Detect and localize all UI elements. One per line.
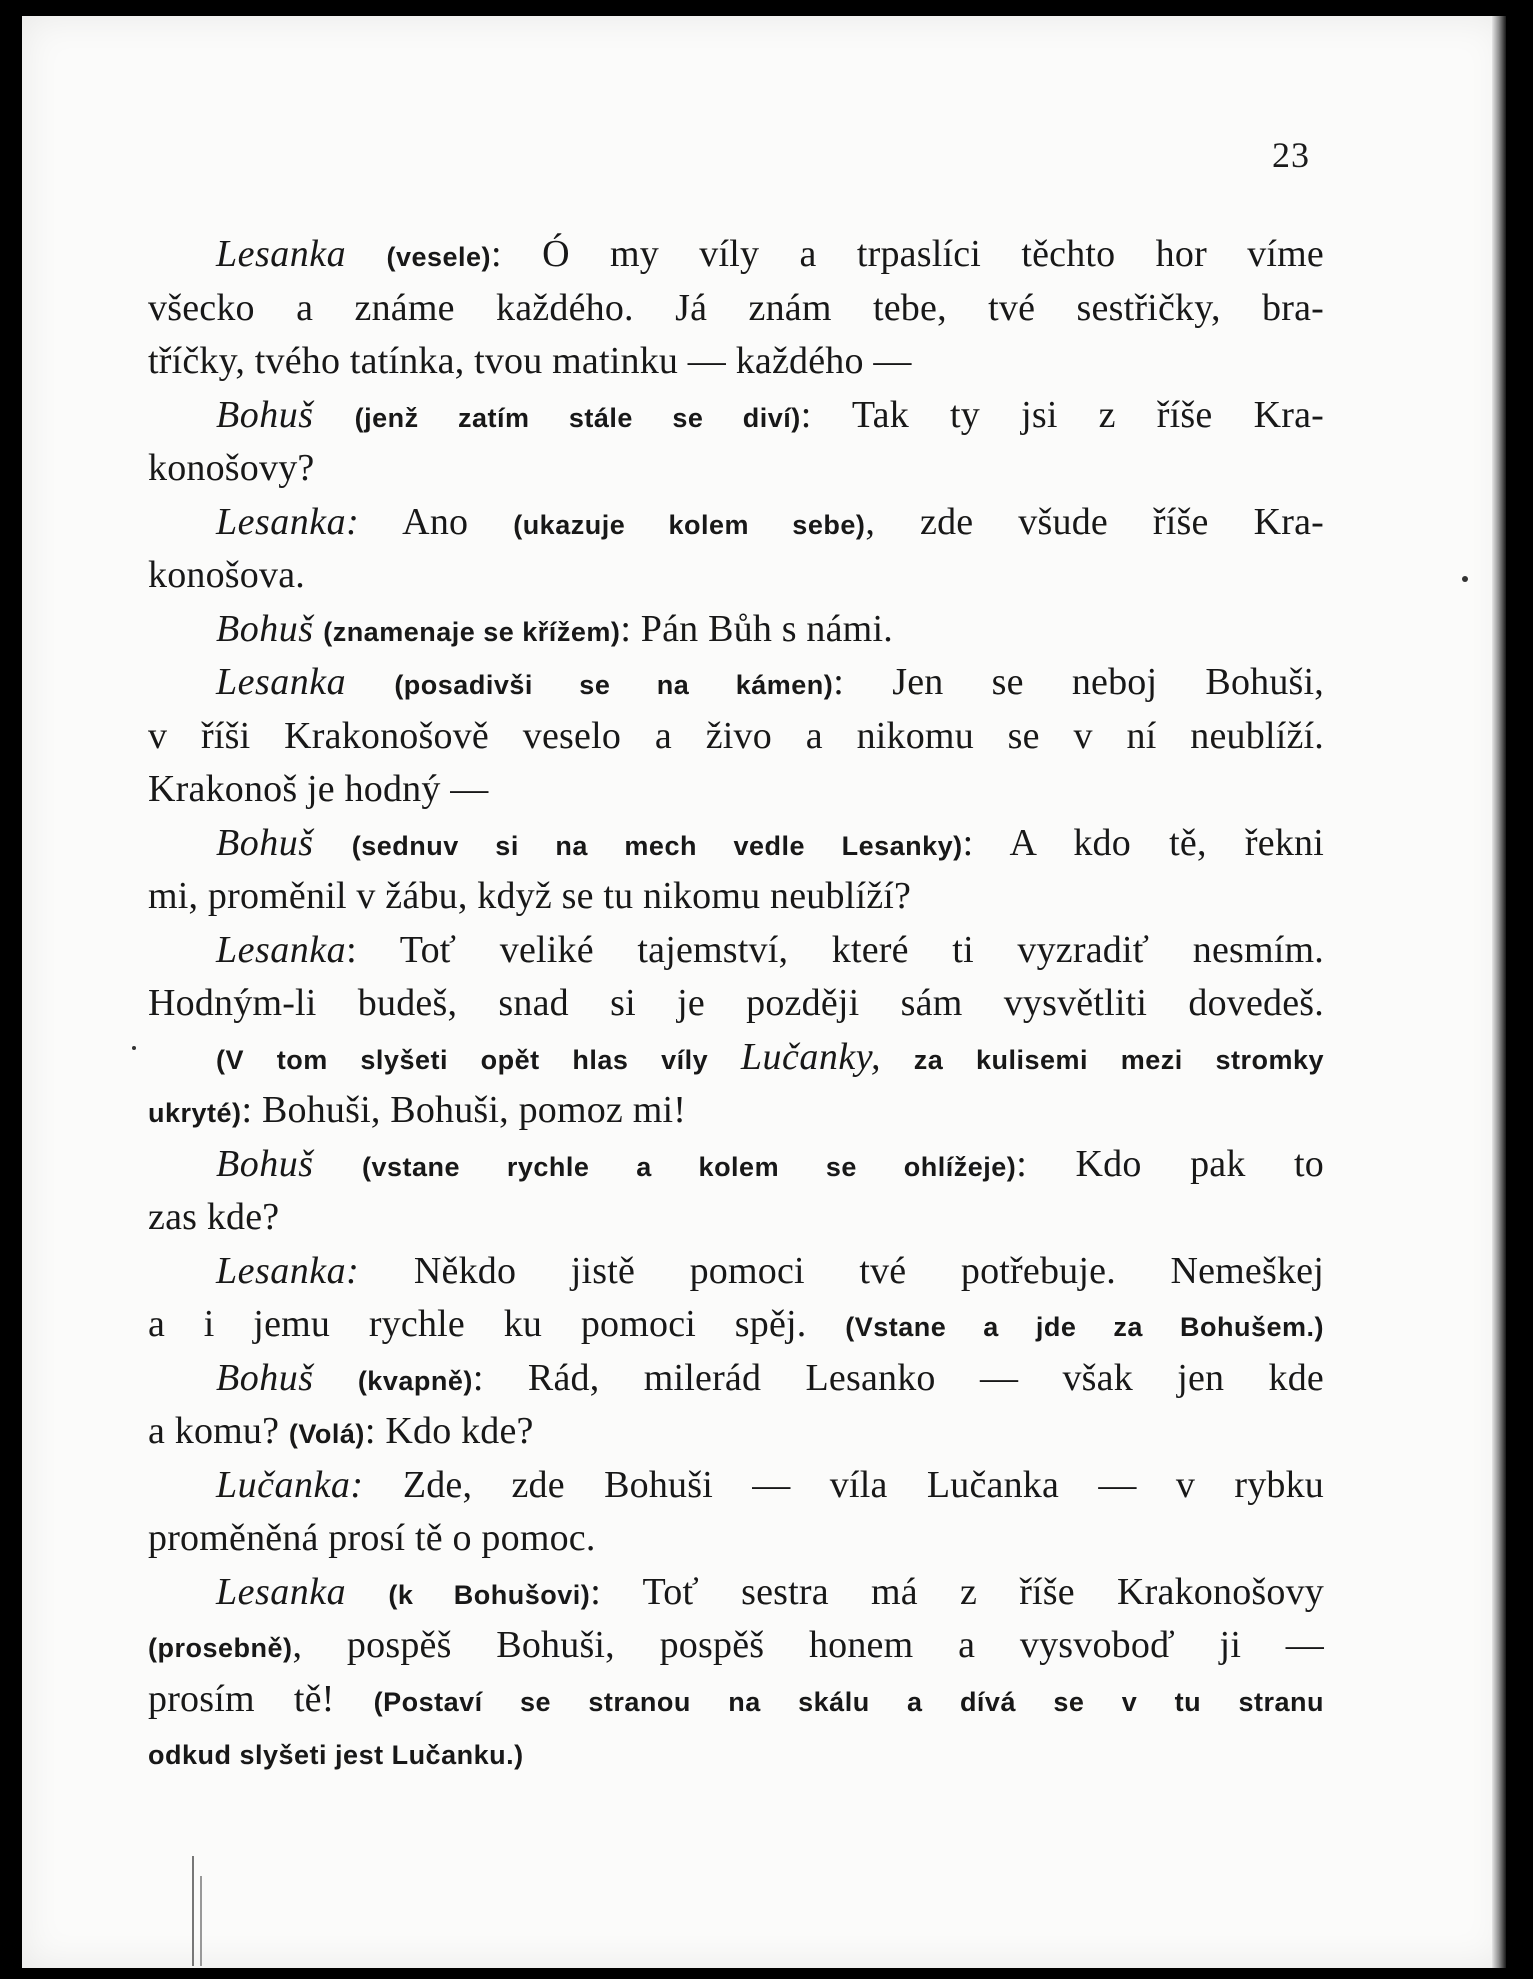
text-line — [148, 1031, 1324, 1085]
dialogue-text: konošova. — [148, 554, 305, 596]
text-line — [148, 549, 1324, 603]
dialogue-text: všecko a známe každého. Já znám tebe, tvé sestřičky, bra- — [148, 286, 1324, 329]
dialogue-text: : Pán Bůh s námi. — [620, 607, 893, 650]
text-line — [148, 817, 1324, 871]
dialogue-text: proměněná prosí tě o pomoc. — [148, 1517, 596, 1559]
stage-direction: (kvapně) — [357, 1365, 473, 1396]
text-line — [148, 977, 1324, 1031]
dialogue-text: tříčky, tvého tatínka, tvou matinku — každého — — [148, 340, 912, 382]
dialogue-text: Hodným-li budeš, snad si je později sám vysvětliti dovedeš. — [148, 982, 1324, 1024]
speaker-name: Bohuš — [216, 821, 314, 864]
scan-speck — [132, 1046, 136, 1050]
stage-direction: (prosebně) — [148, 1633, 293, 1663]
dialogue-text: : A kdo tě, řekni — [962, 821, 1325, 864]
dialogue-text: a komu? — [148, 1410, 289, 1452]
dialogue-text: : Ó my víly a trpaslíci těchto hor víme — [491, 233, 1324, 275]
dialogue-text: mi, proměnil v žábu, když se tu nikomu neublíží? — [148, 875, 912, 917]
speaker-name: Lesanka — [216, 661, 347, 703]
dialogue-text: : Tak ty jsi z říše Kra- — [800, 393, 1324, 436]
scan-line — [200, 1876, 202, 1966]
stage-direction: (znamenaje se křížem) — [323, 616, 621, 647]
text-line — [148, 1619, 1324, 1673]
dialogue-text: : Rád, milerád Lesanko — však jen kde — [472, 1356, 1325, 1399]
stage-direction: (sednuv si na mech vedle Lesanky) — [351, 830, 963, 861]
text-line — [148, 870, 1324, 924]
stage-direction: (Postaví se stranou na skálu a dívá se v tu stranu — [373, 1686, 1324, 1717]
scan-speck — [1462, 576, 1468, 582]
text-line — [148, 1726, 1324, 1780]
text-line — [148, 603, 1324, 657]
text-line — [148, 1673, 1324, 1727]
text-line — [148, 335, 1324, 389]
stage-direction: (posadivši se na kámen) — [394, 670, 834, 700]
text-line — [148, 228, 1324, 282]
dialogue-text: a i jemu rychle ku pomoci spěj. — [148, 1303, 846, 1345]
text-line — [148, 763, 1324, 817]
speaker-name: Lesanka — [216, 928, 347, 971]
text-line — [148, 1298, 1324, 1352]
stage-direction: (vesele) — [386, 242, 492, 272]
speaker-name: Lesanka — [216, 1570, 347, 1613]
dialogue-text: zas kde? — [148, 1196, 280, 1238]
dialogue-text: Ano — [359, 500, 514, 543]
dialogue-text: konošovy? — [148, 447, 315, 489]
stage-direction: (k Bohušovi) — [388, 1579, 591, 1610]
dialogue-text: v říši Krakonošově veselo a živo a nikomu se v ní neublíží. — [148, 714, 1324, 757]
speaker-name: Bohuš — [216, 393, 314, 436]
text-line — [148, 1459, 1324, 1513]
stage-direction: (ukazuje kolem sebe) — [513, 509, 866, 540]
text-line — [148, 1245, 1324, 1299]
text-line — [148, 1352, 1324, 1406]
stage-direction: ukryté) — [148, 1098, 242, 1128]
dialogue-text: : Toť sestra má z říše Krakonošovy — [590, 1570, 1324, 1613]
speaker-name: Bohuš — [216, 1356, 314, 1399]
stage-direction: (jenž zatím stále se diví) — [354, 402, 801, 433]
speaker-name: Lesanka — [216, 233, 347, 275]
text-line — [148, 1084, 1324, 1138]
dialogue-text: : Bohuši, Bohuši, pomoz mi! — [241, 1089, 687, 1131]
stage-direction: (vstane rychle a kolem se ohlížeje) — [362, 1151, 1017, 1182]
scan-line — [192, 1856, 194, 1966]
text-line — [148, 710, 1324, 764]
stage-direction: za kulisemi mezi stromky — [881, 1044, 1324, 1075]
text-line — [148, 442, 1324, 496]
text-line — [148, 1191, 1324, 1245]
dialogue-text: prosím tě! — [148, 1677, 374, 1720]
dialogue-text: : Kdo kde? — [364, 1410, 534, 1452]
speaker-name: Lesanka: — [216, 500, 360, 543]
stage-direction: (Volá) — [288, 1419, 365, 1449]
text-line — [148, 1138, 1324, 1192]
dialogue-text: : Toť veliké tajemství, které ti vyzradiť nesmím. — [346, 928, 1324, 971]
speaker-name: Bohuš — [216, 1142, 314, 1185]
speaker-name: Lesanka: — [216, 1249, 360, 1292]
dialogue-text: , zde všude říše Kra- — [865, 500, 1324, 543]
text-line — [148, 1512, 1324, 1566]
stage-direction: odkud slyšeti jest Lučanku.) — [148, 1740, 524, 1770]
stage-direction: (V tom slyšeti opět hlas víly — [216, 1044, 741, 1075]
dialogue-text: Zde, zde Bohuši — víla Lučanka — v rybku — [363, 1463, 1324, 1506]
dialogue-text: Někdo jistě pomoci tvé potřebuje. Nemeškej — [359, 1249, 1324, 1292]
dialogue-text: : Jen se neboj Bohuši, — [833, 661, 1324, 703]
page-text — [148, 228, 1324, 1780]
speaker-name: Bohuš — [216, 607, 314, 650]
text-line — [148, 496, 1324, 550]
dialogue-text: , pospěš Bohuši, pospěš honem a vysvoboď ji — — [292, 1624, 1324, 1666]
speaker-name: Lučanka: — [216, 1463, 364, 1506]
dialogue-text: : Kdo pak to — [1016, 1142, 1324, 1185]
stage-direction: (Vstane a jde za Bohušem.) — [845, 1312, 1324, 1342]
page-number: 23 — [1272, 135, 1310, 175]
text-line — [148, 924, 1324, 978]
dialogue-text: Krakonoš je hodný — — [148, 768, 489, 810]
book-page — [22, 16, 1506, 1968]
text-line — [148, 656, 1324, 710]
speaker-name: Lučanky, — [740, 1035, 882, 1078]
page-edge — [1492, 16, 1506, 1968]
text-line — [148, 389, 1324, 443]
text-line — [148, 282, 1324, 336]
text-line — [148, 1405, 1324, 1459]
text-line — [148, 1566, 1324, 1620]
